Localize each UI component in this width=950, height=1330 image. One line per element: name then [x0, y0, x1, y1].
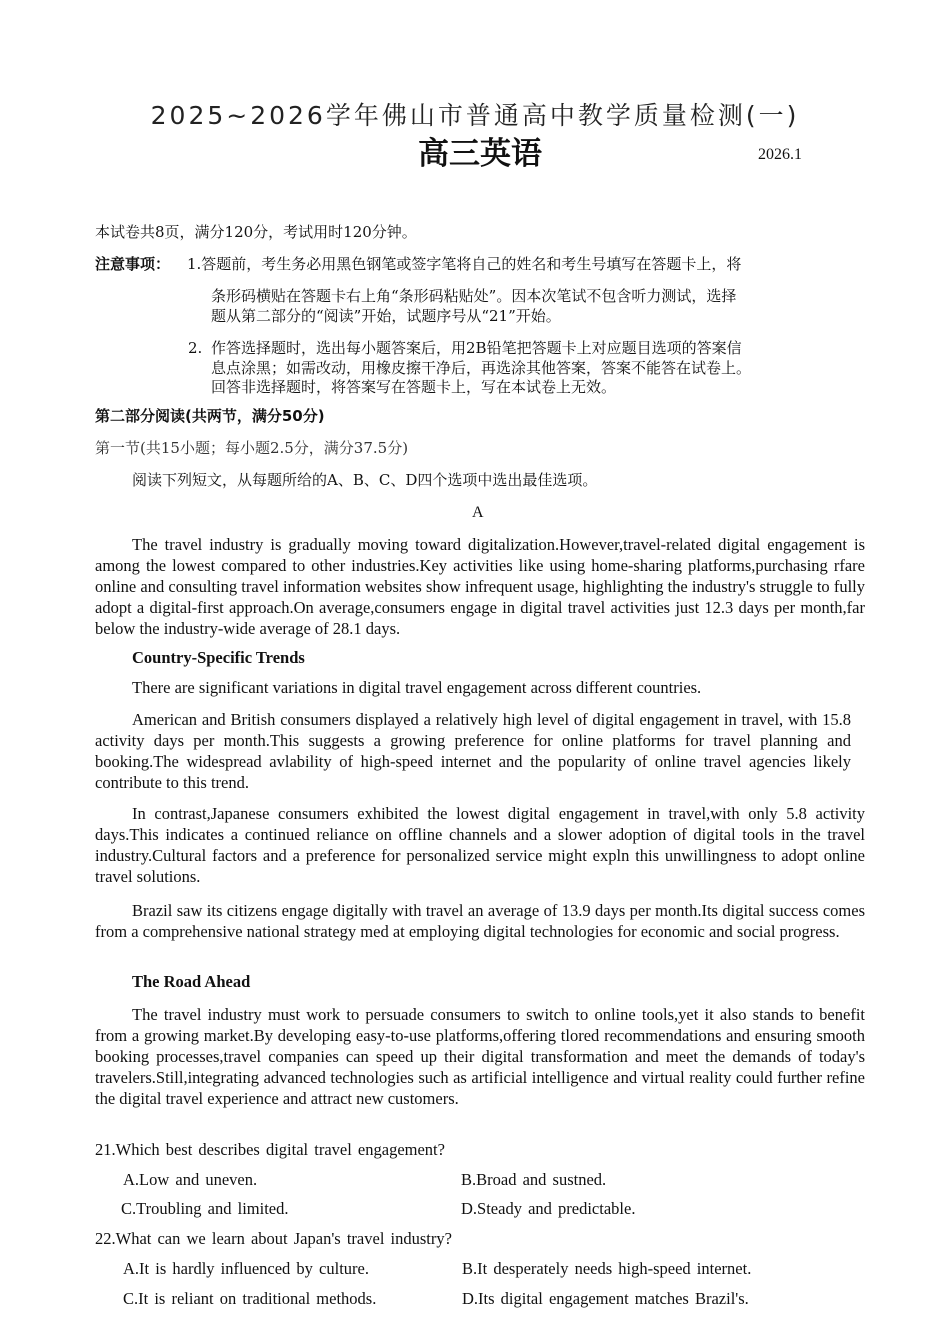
question-21-option-b: B.Broad and sustned. [461, 1170, 607, 1189]
subject-title: 高三英语 [418, 136, 542, 172]
notes-label: 注意事项： [95, 255, 171, 273]
notes-item-2-line-3: 回答非选择题时，将答案写在答题卡上，写在本试卷上无效。 [211, 378, 617, 396]
notes-item-2-number: 2. [188, 339, 203, 357]
reading-instruction: 阅读下列短文，从每题所给的A、B、C、D四个选项中选出最佳选项。 [132, 471, 598, 489]
exam-title: 2025~2026学年佛山市普通高中教学质量检测(一) [150, 101, 800, 130]
section-one-title: 第一节(共15小题；每小题2.5分，满分37.5分) [95, 439, 409, 457]
question-22-option-a: A.It is hardly influenced by culture. [123, 1259, 369, 1278]
question-22-option-c: C.It is reliant on traditional methods. [123, 1289, 377, 1308]
part-two-title: 第二部分阅读(共两节，满分50分) [95, 407, 325, 425]
notes-item-2-line-2: 息点涂黑；如需改动，用橡皮擦干净后，再选涂其他答案，答案不能答在试卷上。 [211, 359, 752, 377]
notes-item-1-line-3: 题从第二部分的“阅读”开始，试题序号从“21”开始。 [211, 307, 561, 325]
passage-heading-road-ahead: The Road Ahead [132, 972, 251, 991]
notes-item-1-line-1: 1.答题前，考生务必用黑色钢笔或签字笔将自己的姓名和考生号填写在答题卡上，将 [187, 255, 742, 273]
passage-heading-country-trends: Country-Specific Trends [132, 648, 305, 667]
passage-paragraph-3: American and British consumers displayed a relatively high level of digital engagement in travel, with 15.8 activity days per month.This suggests a growing preference for online platforms for travel planning and booking.The widespread avlability of high-speed internet and the popularity of online travel agencies likely contribute to this trend. [95, 710, 851, 792]
exam-intro: 本试卷共8页，满分120分，考试用时120分钟。 [95, 223, 417, 241]
passage-paragraph-2: There are significant variations in digital travel engagement across different countries. [132, 678, 702, 697]
question-21-option-c: C.Troubling and limited. [121, 1199, 289, 1218]
notes-item-1-line-2: 条形码横贴在答题卡右上角“条形码粘贴处”。因本次笔试不包含听力测试，选择 [211, 287, 737, 305]
question-21-option-a: A.Low and uneven. [123, 1170, 258, 1189]
passage-paragraph-4: In contrast,Japanese consumers exhibited the lowest digital engagement in travel,with only 5.8 activity days.This indicates a continued reliance on offline channels and a slower adoption of digital tools in the travel industry.Cultural factors and a preference for personalized service might expln this unwillingness to adopt online travel solutions. [95, 804, 865, 886]
question-21-stem: 21.Which best describes digital travel engagement? [95, 1140, 445, 1159]
passage-paragraph-6: The travel industry must work to persuade consumers to switch to online tools,yet it also stands to benefit from a growing market.By developing easy-to-use platforms,offering tlored recommendations and ensuring smooth booking processes,travel companies can speed up their digital transformation and meet the demands of today's travelers.Still,integrating advanced technologies such as artificial intelligence and virtual reality could further refine the digital travel experience and attract new customers. [95, 1005, 865, 1108]
exam-date: 2026.1 [758, 146, 802, 163]
question-22-option-b: B.It desperately needs high-speed internet. [462, 1259, 752, 1278]
question-22-stem: 22.What can we learn about Japan's travel industry? [95, 1229, 452, 1248]
passage-label: A [472, 504, 484, 521]
question-21-option-d: D.Steady and predictable. [461, 1199, 636, 1218]
passage-paragraph-5: Brazil saw its citizens engage digitally with travel an average of 13.9 days per month.Its digital success comes from a comprehensive national strategy med at employing digital technologies for economic and social progress. [95, 901, 865, 941]
notes-item-2-line-1: 作答选择题时，选出每小题答案后，用2B铅笔把答题卡上对应题目选项的答案信 [211, 339, 742, 357]
passage-paragraph-1: The travel industry is gradually moving toward digitalization.However,travel-related digital engagement is among the lowest compared to other industries.Key activities like using home-sharing platforms,purchasing rfare online and consulting travel information websites show infrequent usage, highlighting the industry's struggle to fully adopt a digital-first approach.On average,consumers engage in digital travel activities just 12.3 days per month,far below the industry-wide average of 28.1 days. [95, 535, 865, 638]
question-22-option-d: D.Its digital engagement matches Brazil's. [462, 1289, 749, 1308]
